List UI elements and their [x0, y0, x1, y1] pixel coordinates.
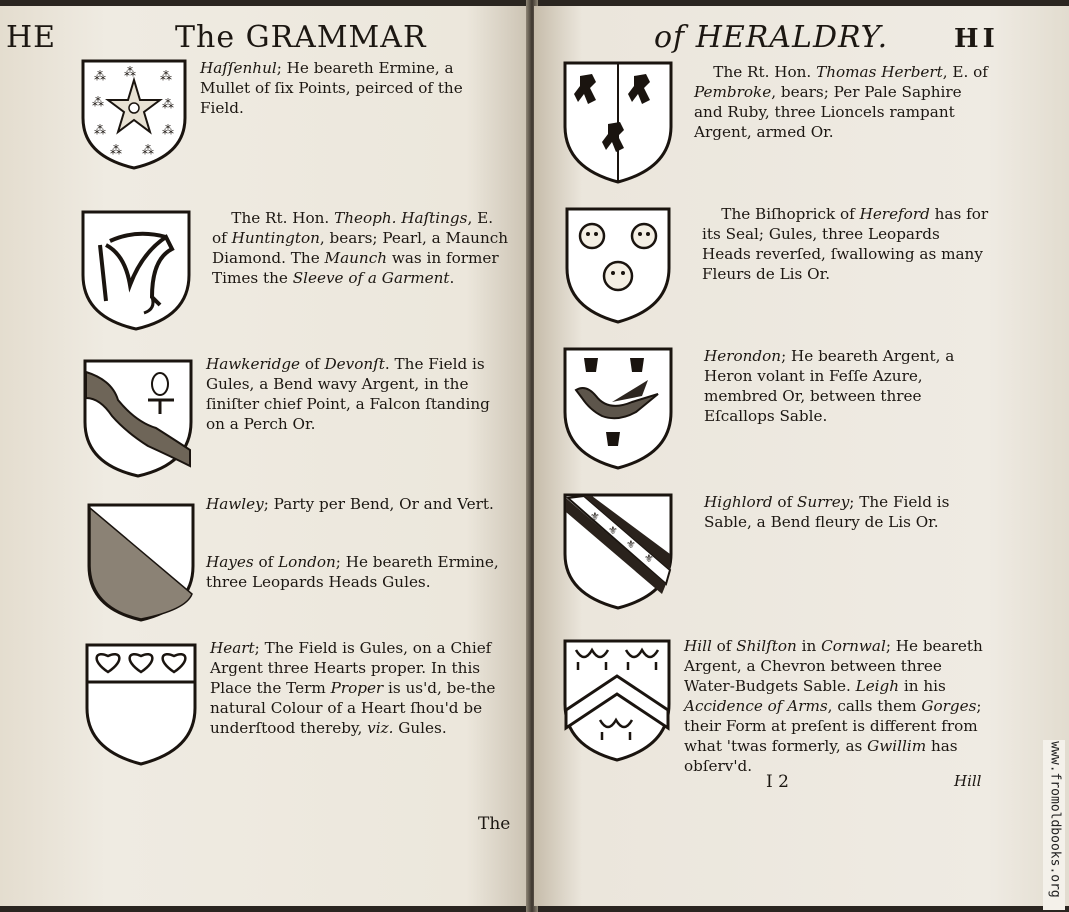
- shield-herbert-icon: [562, 60, 674, 184]
- entry-hereford: The Biſhoprick of Hereford has for its Seal; Gules, three Leopards Heads reverſed, ſwallowing as many Fleurs de Lis Or.: [702, 205, 989, 283]
- svg-text:⁂: ⁂: [124, 65, 136, 79]
- svg-text:⚜: ⚜: [590, 510, 600, 523]
- entry-hayes: Hayes of London; He beareth Ermine, three Leopards Heads Gules.: [206, 553, 499, 591]
- right-signature-mark: I 2: [766, 772, 789, 792]
- right-running-head: HI: [954, 24, 999, 54]
- svg-text:⁂: ⁂: [160, 69, 172, 83]
- shield-hassenhul-icon: [80, 58, 188, 170]
- entry-hawley: Hawley; Party per Bend, Or and Vert.: [206, 495, 494, 513]
- entry-highlord: Highlord of Surrey; The Field is Sable, a Bend fleury de Lis Or.: [704, 493, 950, 531]
- right-page: [534, 6, 1069, 906]
- svg-text:⁂: ⁂: [92, 95, 104, 109]
- entry-heart: Heart; The Field is Gules, on a Chief Argent three Hearts proper. In this Place the Term Proper is us'd, be-the natural Colour of a Heart ſhou'd be underſtood thereby, viz. Gules.: [210, 639, 496, 737]
- shield-hawkeridge-icon: [82, 358, 194, 478]
- entry-herondon: Herondon; He beareth Argent, a Heron volant in Feſſe Azure, membred Or, between three Eſcallops Sable.: [704, 347, 955, 425]
- entry-hill: Hill of Shilſton in Cornwal; He beareth Argent, a Chevron between three Water-Budgets Sable. Leigh in his Accidence of Arms, calls them Gorges; their Form at preſent is different from what 'twas formerly, as Gwillim has obſerv'd.: [684, 637, 983, 775]
- left-catchword: The: [478, 814, 511, 834]
- shield-hastings-icon: [80, 209, 192, 331]
- shield-herondon-icon: [562, 346, 674, 470]
- right-catchword: Hill: [954, 772, 982, 790]
- watermark-strip: [1043, 740, 1065, 910]
- shield-heart-icon: [84, 642, 198, 766]
- svg-text:⁂: ⁂: [162, 123, 174, 137]
- left-page-title: The GRAMMAR: [175, 20, 427, 55]
- svg-text:⁂: ⁂: [94, 69, 106, 83]
- svg-text:⁂: ⁂: [94, 123, 106, 137]
- shield-highlord-icon: [562, 492, 674, 610]
- entry-hawkeridge: Hawkeridge of Devonſt. The Field is Gules, a Bend wavy Argent, in the ſiniſter chief Point, a Falcon ſtanding on a Perch Or.: [206, 355, 490, 433]
- entry-hastings: The Rt. Hon. Theoph. Haſtings, E. of Huntington, bears; Pearl, a Maunch Diamond. The Maunch was in former Times the Sleeve of a Garment.: [212, 209, 509, 287]
- svg-text:⚜: ⚜: [644, 552, 654, 565]
- left-running-head: HE: [6, 20, 57, 55]
- svg-text:⁂: ⁂: [110, 143, 122, 157]
- svg-text:⁂: ⁂: [162, 97, 174, 111]
- watermark-text: www.fromoldbooks.org: [1047, 741, 1063, 898]
- svg-text:⁂: ⁂: [142, 143, 154, 157]
- right-page-title: of HERALDRY.: [654, 20, 889, 55]
- left-page: [0, 6, 530, 906]
- entry-hassenhul: Haſſenhul; He beareth Ermine, a Mullet of ſix Points, peirced of the Field.: [200, 59, 463, 117]
- entry-herbert: The Rt. Hon. Thomas Herbert, E. of Pembroke, bears; Per Pale Saphire and Ruby, three Lioncels rampant Argent, armed Or.: [694, 63, 988, 141]
- shield-hawley-icon: [86, 502, 196, 622]
- svg-text:⚜: ⚜: [608, 524, 618, 537]
- shield-hill-icon: [562, 638, 672, 762]
- bleed-through-text: [420, 226, 424, 242]
- shield-hereford-icon: [564, 206, 672, 324]
- svg-text:⚜: ⚜: [626, 538, 636, 551]
